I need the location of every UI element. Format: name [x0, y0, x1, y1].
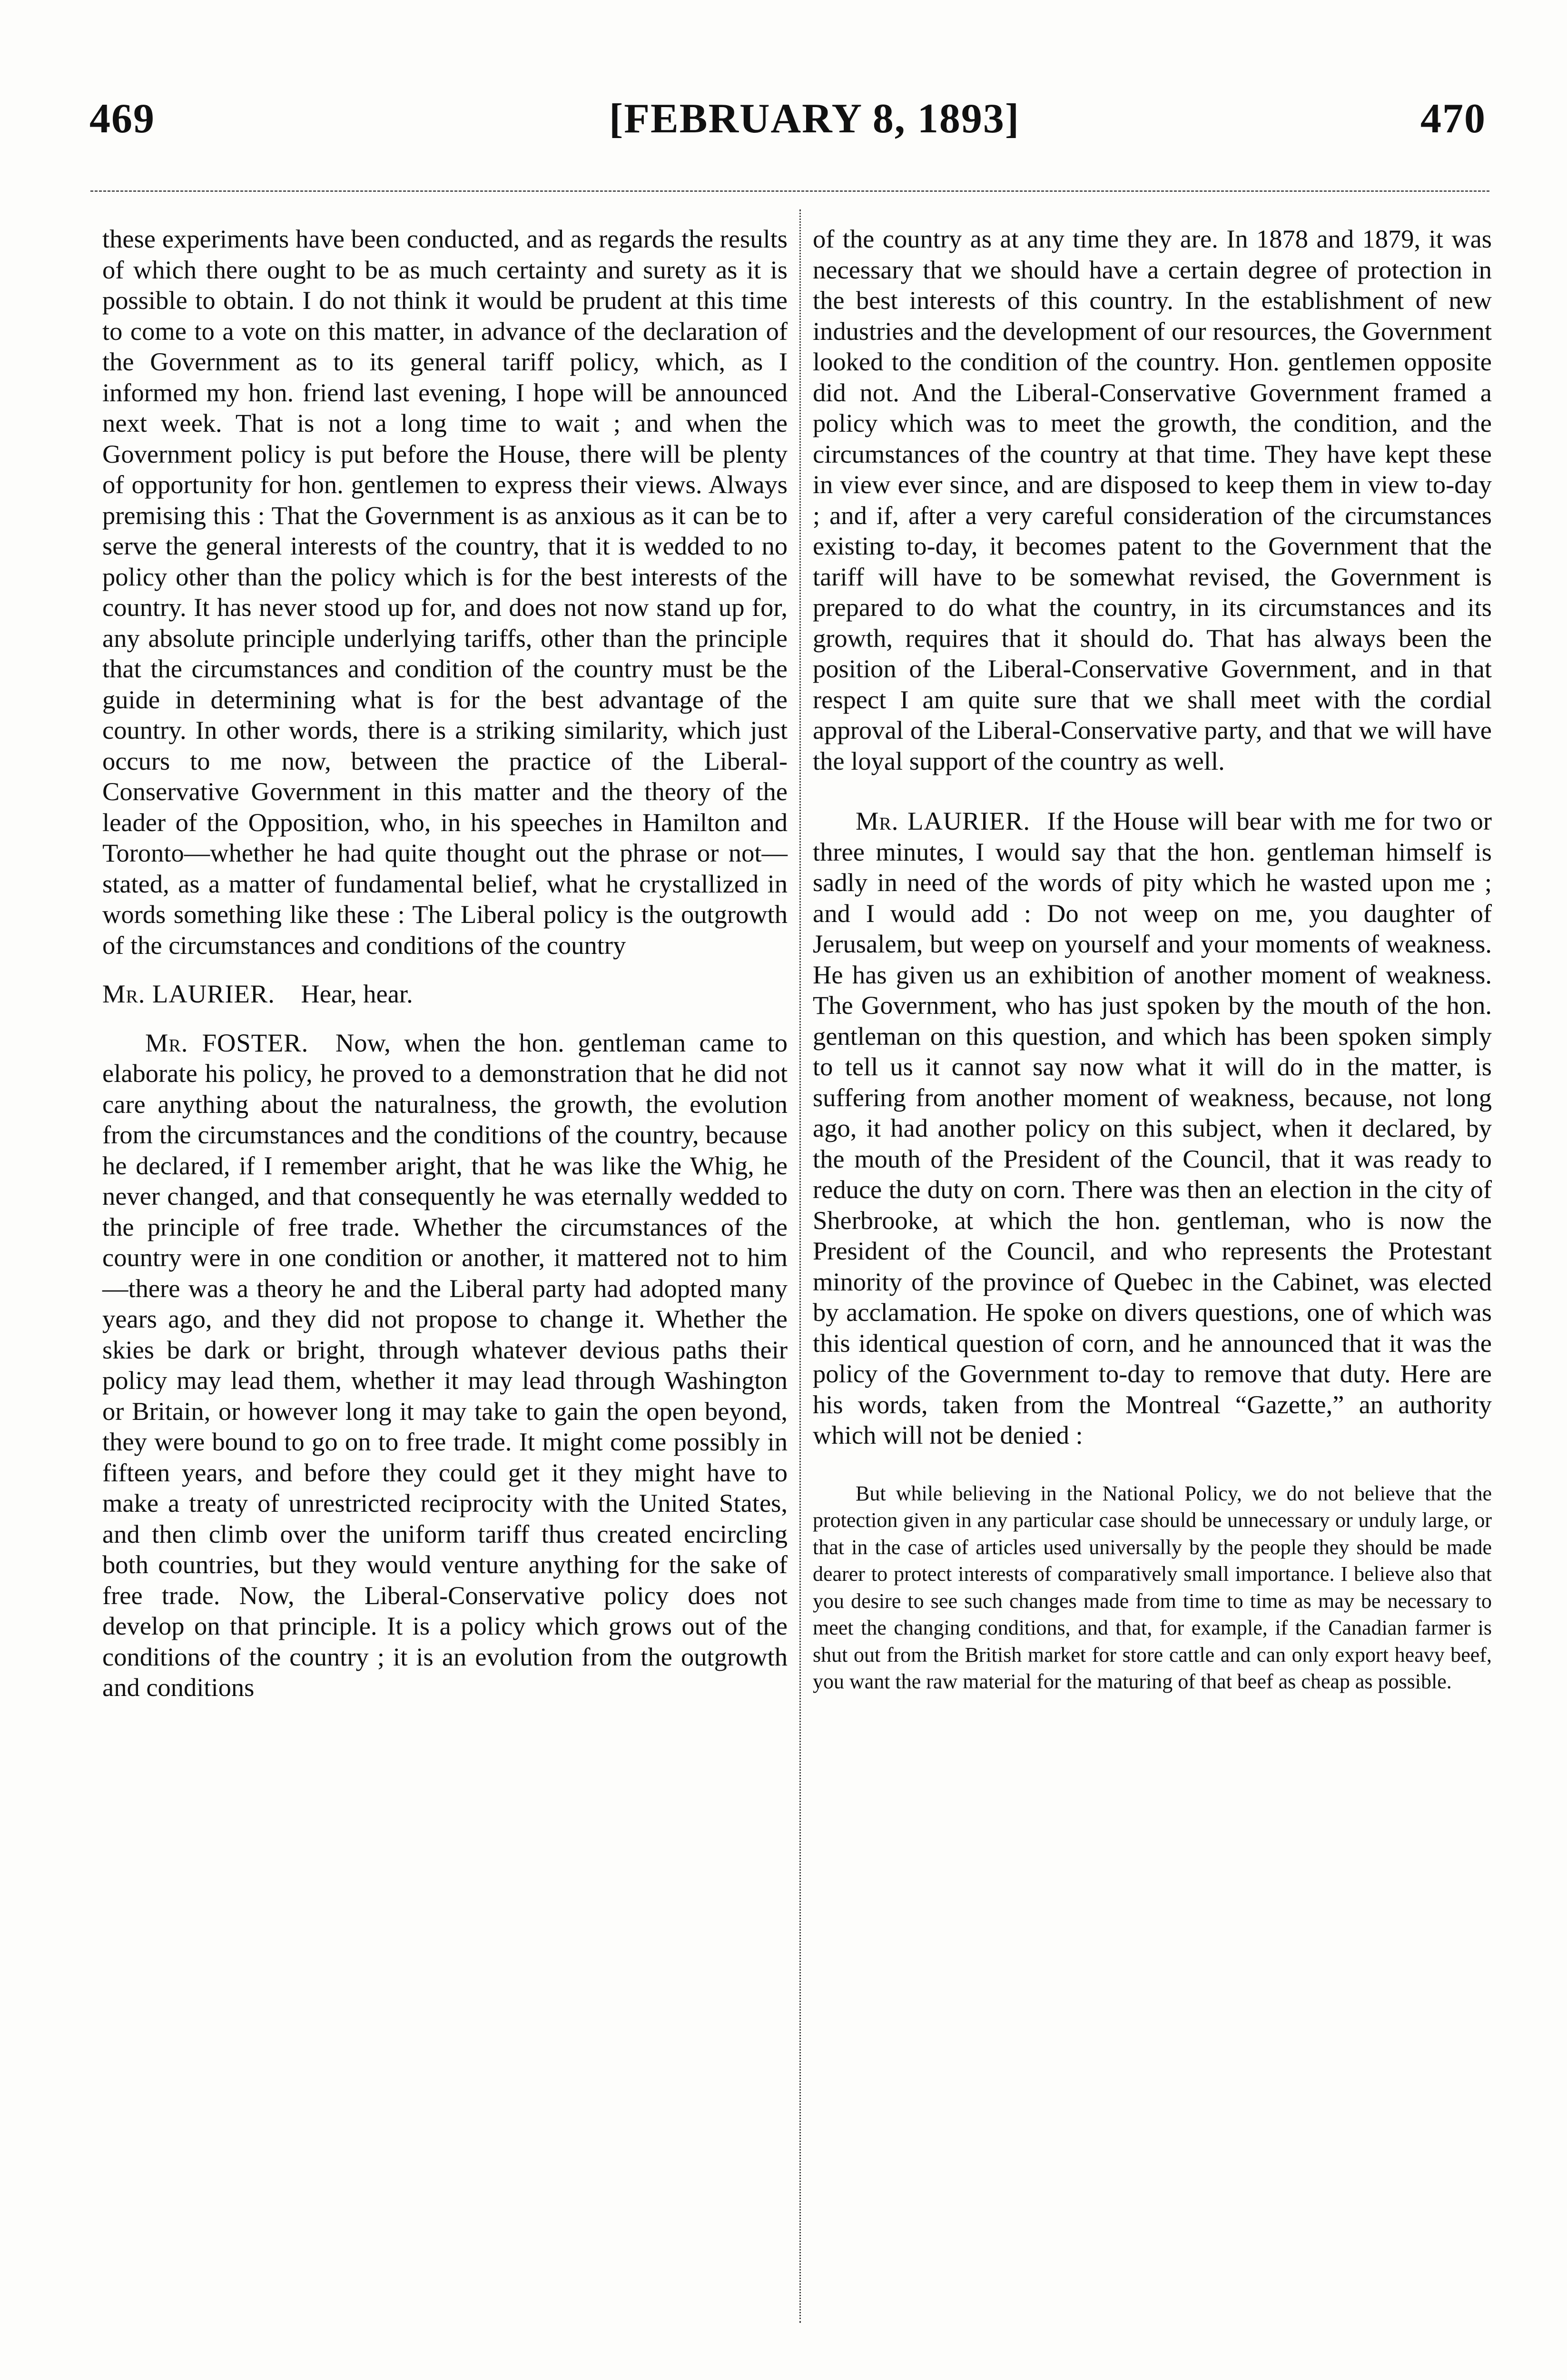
- quoted-passage: But while believing in the National Policy, we do not believe that the protection given in any particular case should be unnecessary or unduly large, or that in the case of articles used universally by the people they should be made dearer to protect interests of comparatively small importance. I believe also that you desire to see such changes made from time to time as may be necessary to meet the changing conditions, and that, for example, if the Canadian farmer is shut out from the British market for store cattle and can only export heavy beef, you want the raw material for the maturing of that beef as cheap as possible.: [813, 1481, 1492, 1693]
- speaker-name: Mr. FOSTER.: [145, 1028, 309, 1057]
- left-column: [102, 224, 788, 1703]
- header-rule: [90, 190, 1489, 192]
- page-number-right: 470: [1420, 96, 1486, 142]
- continued-paragraph: these experiments have been conducted, and as regards the results of which there ought to be as much certainty and surety as it is possible to obtain. I do not think it would be prudent at this time to come to a vote on this matter, in advance of the declaration of the Government as to its general tariff policy, which, as I informed my hon. friend last evening, I hope will be announced next week. That is not a long time to wait ; and when the Government policy is put before the House, there will be plenty of opportunity for hon. gentlemen to express their views. Always premising this : That the Government is as anxious as it can be to serve the general interests of the country, that it is wedded to no policy other than the policy which is for the best interests of the country. It has never stood up for, and does not now stand up for, any absolute principle underlying tariffs, other than the principle that the circumstances and condition of the country must be the guide in determining what is for the best advantage of the country. In other words, there is a striking similarity, which just occurs to me now, between the practice of the Liberal-Conservative Government in this matter and the theory of the leader of the Opposition, who, in his speeches in Hamilton and Toronto—whether he had quite thought out the phrase or not—stated, as a matter of fundamental belief, what he crystallized in words something like these : The Liberal policy is the outgrowth of the circumstances and conditions of the country: [102, 224, 788, 960]
- speech-laurier: [813, 806, 1492, 1451]
- continued-paragraph: of the country as at any time they are. In 1878 and 1879, it was necessary that we should have a certain degree of protection in the best interests of this country. In the establishment of new industries and the development of our resources, the Government looked to the condition of the country. Hon. gentlemen opposite did not. And the Liberal-Conservative Government framed a policy which was to meet the growth, the condition, and the circumstances of the country at that time. They have kept these in view ever since, and are disposed to keep them in view to-day ; and if, after a very careful consideration of the circumstances existing to-day, it becomes patent to the Government that the tariff will have to be somewhat revised, the Government is prepared to do what the country, in its circumstances and its growth, requires that it should do. That has always been the position of the Liberal-Conservative Government, and in that respect I am quite sure that we shall meet with the cordial approval of the Liberal-Conservative party, and that we will have the loyal support of the country as well.: [813, 224, 1492, 775]
- speaker-name: Mr. LAURIER.: [102, 979, 275, 1008]
- speech-text: If the House will bear with me for two or three minutes, I would say that the hon. gentleman himself is sadly in need of the words of pity which he wasted upon me ; and I would add : Do not weep on me, you daughter of Jerusalem, but weep on yourself and your moments of weakness. He has given us an exhibition of another moment of weakness. The Government, who has just spoken by the mouth of the hon. gentleman on this question, and which has been spoken simply to tell us it cannot say now what it will do in the matter, is suffering from another moment of weakness, because, not long ago, it had another policy on this subject, when it declared, by the mouth of the President of the Council, that it was ready to reduce the duty on corn. There was then an election in the city of Sherbrooke, at which the hon. gentleman, who is now the President of the Council, and who represents the Protestant minority of the province of Quebec in the Cabinet, was elected by acclamation. He spoke on divers questions, one of which was this identical question of corn, and he announced that it was the policy of the Government to-day to remove that duty. Here are his words, taken from the Montreal “Gazette,” an authority which will not be denied :: [813, 806, 1492, 1449]
- speech-text: Hear, hear.: [301, 979, 413, 1008]
- column-divider: [799, 209, 801, 2323]
- speech-text: Now, when the hon. gentleman came to elaborate his policy, he proved to a demonstration that he did not care anything about the naturalness, the growth, the evolution from the circumstances and the conditions of the country, because he declared, if I remember aright, that he was like the Whig, he never changed, and that consequently he was eternally wedded to the principle of free trade. Whether the circumstances of the country were in one condition or another, it mattered not to him—there was a theory he and the Liberal party had adopted many years ago, and they did not propose to change it. Whether the skies be dark or bright, through whatever devious paths their policy may lead them, whether it may lead through Washington or Britain, or however long it may take to gain the open beyond, they were bound to go on to free trade. It might come possibly in fifteen years, and before they could get it they might have to make a treaty of unrestricted reciprocity with the United States, and then climb over the uniform tariff thus created encircling both countries, but they would venture anything for the sake of free trade. Now, the Liberal-Conservative policy does not develop on that principle. It is a policy which grows out of the conditions of the country ; it is an evolution from the outgrowth and conditions: [102, 1028, 788, 1702]
- right-column: [813, 224, 1492, 1696]
- speaker-name: Mr. LAURIER.: [856, 806, 1030, 835]
- page-date-header: [FEBRUARY 8, 1893]: [609, 96, 1020, 142]
- speech-laurier-interjection: [102, 979, 788, 1010]
- speech-foster: [102, 1028, 788, 1703]
- page-number-left: 469: [89, 96, 155, 142]
